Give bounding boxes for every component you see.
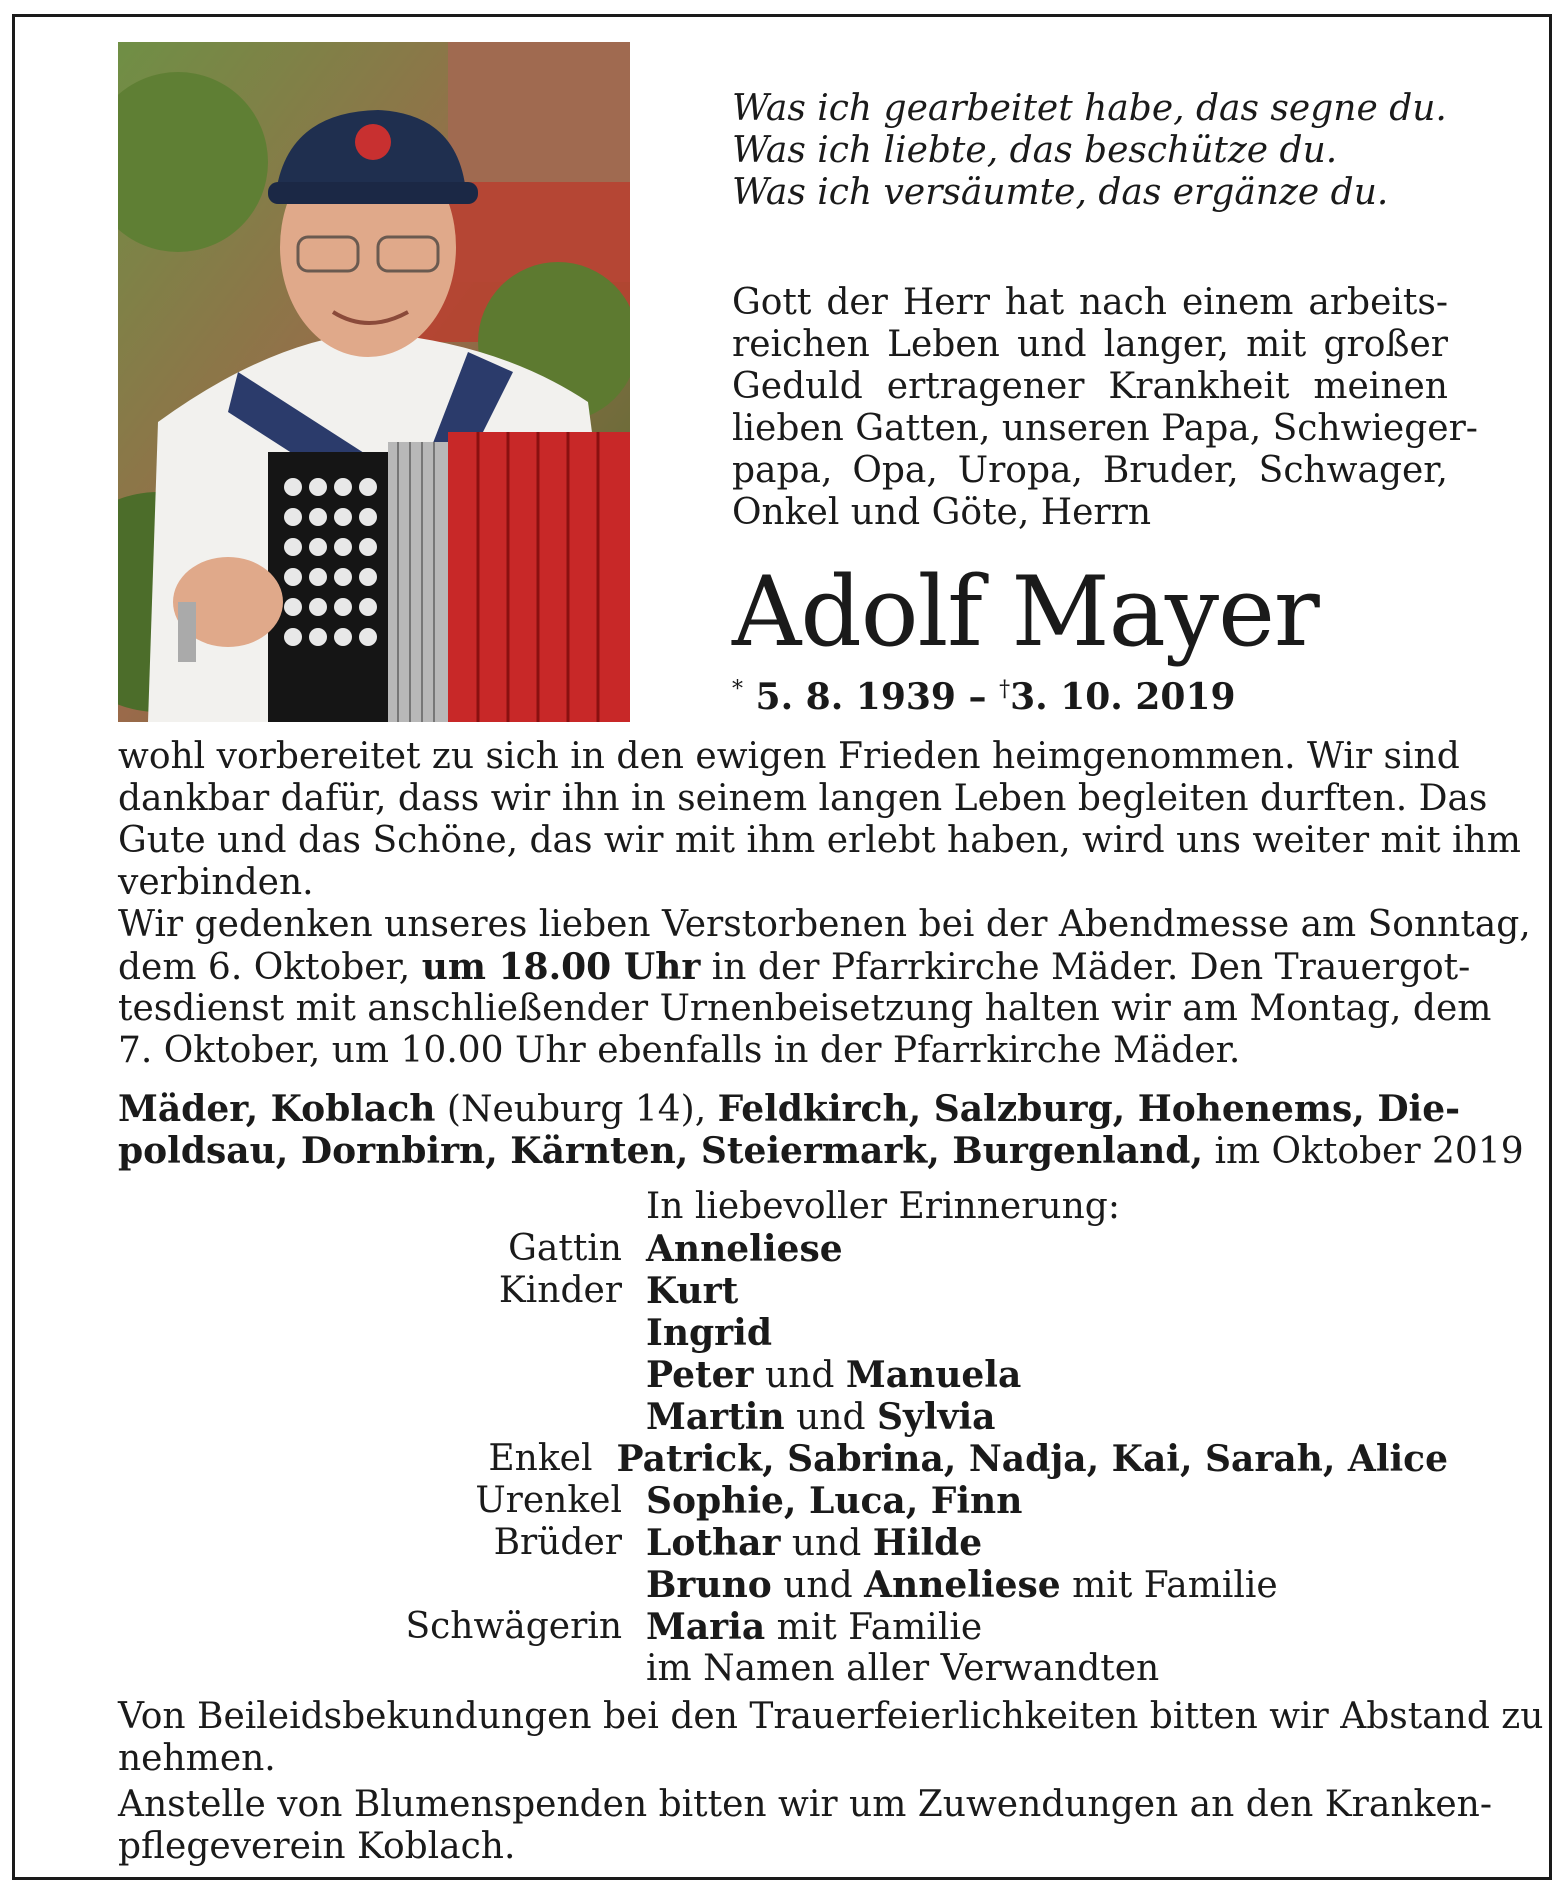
mourner-name: Martin — [646, 1396, 785, 1438]
mourners-heading-row — [118, 1186, 1448, 1228]
conjunction: und — [764, 1355, 835, 1396]
conjunction: und — [791, 1523, 862, 1564]
quote-block — [732, 88, 1447, 214]
relation-label: Urenkel — [475, 1480, 622, 1521]
intro-line: Geduld ertragener Krankheit meinen — [732, 366, 1448, 407]
family-suffix: mit Familie — [776, 1607, 983, 1648]
death-date: 3. 10. 2019 — [1010, 676, 1236, 718]
intro-line: Onkel und Göte, Herrn — [732, 492, 1152, 533]
body-line: verbinden. — [118, 862, 314, 903]
conjunction: und — [796, 1397, 866, 1438]
intro-line: reichen Leben und langer, mit großer — [732, 324, 1448, 365]
body-line: wohl vorbereitet zu sich in den ewigen Frieden heimgenommen. Wir sind — [118, 736, 1460, 777]
mourner-name: Lothar — [646, 1522, 781, 1564]
places-bold: Mäder, Koblach — [118, 1088, 436, 1130]
relation-label: Kinder — [498, 1270, 622, 1311]
mourner-name: Patrick, Sabrina, Nadja, Kai, Sarah, Alice — [616, 1438, 1448, 1480]
closing-donations — [118, 1784, 1492, 1868]
body-line — [118, 1088, 1461, 1130]
places-bold: Feldkirch, Salzburg, Hohenems, Die- — [717, 1088, 1461, 1130]
relation-label: Schwägerin — [405, 1606, 622, 1647]
mourner-row — [118, 1564, 1448, 1606]
mourner-name: Peter — [646, 1354, 754, 1396]
mourner-row — [118, 1522, 1448, 1564]
mourner-name: Anneliese — [864, 1564, 1061, 1606]
body-line: Wir gedenken unseres lieben Verstorbenen bei der Abendmesse am Sonntag, — [118, 904, 1531, 945]
body-line: Gute und das Schöne, das wir mit ihm erlebt haben, wird uns weiter mit ihm — [118, 820, 1521, 861]
deceased-name: Adolf Mayer — [732, 556, 1319, 668]
mourner-name: Sophie, Luca, Finn — [646, 1480, 1023, 1522]
places-line — [118, 1088, 1524, 1172]
mass-time: um 18.00 Uhr — [421, 946, 701, 988]
mourner-row — [118, 1354, 1448, 1396]
date-place: im Oktober 2019 — [1214, 1131, 1524, 1172]
relation-label: Enkel — [488, 1438, 593, 1479]
places-bold: poldsau, Dornbirn, Kärnten, Steiermark, Burgenland, — [118, 1130, 1203, 1172]
body-line: pflegeverein Koblach. — [118, 1826, 516, 1867]
mourners-heading: In liebevoller Erinnerung: — [646, 1186, 1120, 1227]
mourners-list — [118, 1186, 1448, 1690]
mourner-row — [118, 1312, 1448, 1354]
mourner-name: Manuela — [845, 1354, 1022, 1396]
body-line: Von Beileidsbekundungen bei den Trauerfeierlichkeiten bitten wir Abstand zu — [118, 1696, 1544, 1737]
mourner-row — [118, 1270, 1448, 1312]
address: (Neuburg 14), — [446, 1089, 707, 1130]
relation-label: Gattin — [508, 1228, 622, 1269]
intro-line: lieben Gatten, unseren Papa, Schwieger- — [732, 408, 1478, 449]
mourner-name: Anneliese — [646, 1228, 843, 1270]
life-dates — [732, 676, 1236, 718]
mourner-name: Hilde — [872, 1522, 983, 1564]
mourner-name: Kurt — [646, 1270, 739, 1312]
paragraph-services — [118, 904, 1531, 1072]
portrait-photo — [118, 42, 630, 722]
conjunction: und — [783, 1565, 853, 1606]
all-relatives: im Namen aller Verwandten — [646, 1648, 1160, 1689]
intro-text — [732, 282, 1478, 534]
mourner-row — [118, 1606, 1448, 1648]
mourner-name: Maria — [646, 1606, 766, 1648]
body-line: Anstelle von Blumenspenden bitten wir um Zuwendungen an den Kranken- — [118, 1784, 1492, 1825]
body-line: tesdienst mit anschließender Urnenbeisetzung halten wir am Montag, dem — [118, 988, 1492, 1029]
mourner-row — [118, 1480, 1448, 1522]
intro-line: Gott der Herr hat nach einem arbeits- — [732, 282, 1448, 323]
body-line — [118, 946, 1471, 988]
body-line: nehmen. — [118, 1738, 276, 1779]
birth-symbol: * — [732, 677, 743, 702]
birth-date: 5. 8. 1939 — [755, 676, 956, 718]
mourner-name: Bruno — [646, 1564, 772, 1606]
text: dem 6. Oktober, — [118, 947, 411, 988]
relation-label: Brüder — [493, 1522, 622, 1563]
mourner-name: Ingrid — [646, 1312, 772, 1354]
quote-line: Was ich versäumte, das ergänze du. — [732, 172, 1389, 213]
mourner-row — [118, 1648, 1448, 1690]
mourner-row — [118, 1228, 1448, 1270]
paragraph-farewell — [118, 736, 1521, 904]
quote-line: Was ich liebte, das beschütze du. — [732, 130, 1338, 171]
body-line — [118, 1130, 1524, 1172]
body-line: dankbar dafür, dass wir ihn in seinem langen Leben begleiten durften. Das — [118, 778, 1488, 819]
mourner-name: Sylvia — [876, 1396, 996, 1438]
date-dash: – — [968, 676, 987, 718]
mourner-row — [118, 1438, 1448, 1480]
intro-line: papa, Opa, Uropa, Bruder, Schwager, — [732, 450, 1448, 491]
text: in der Pfarrkirche Mäder. Den Trauergot- — [711, 947, 1471, 988]
body-line: 7. Oktober, um 10.00 Uhr ebenfalls in der Pfarrkirche Mäder. — [118, 1030, 1241, 1071]
closing-text — [118, 1696, 1544, 1780]
quote-line: Was ich gearbeitet habe, das segne du. — [732, 88, 1447, 129]
death-symbol: † — [999, 677, 1011, 702]
mourner-row — [118, 1396, 1448, 1438]
family-suffix: mit Familie — [1072, 1565, 1278, 1606]
